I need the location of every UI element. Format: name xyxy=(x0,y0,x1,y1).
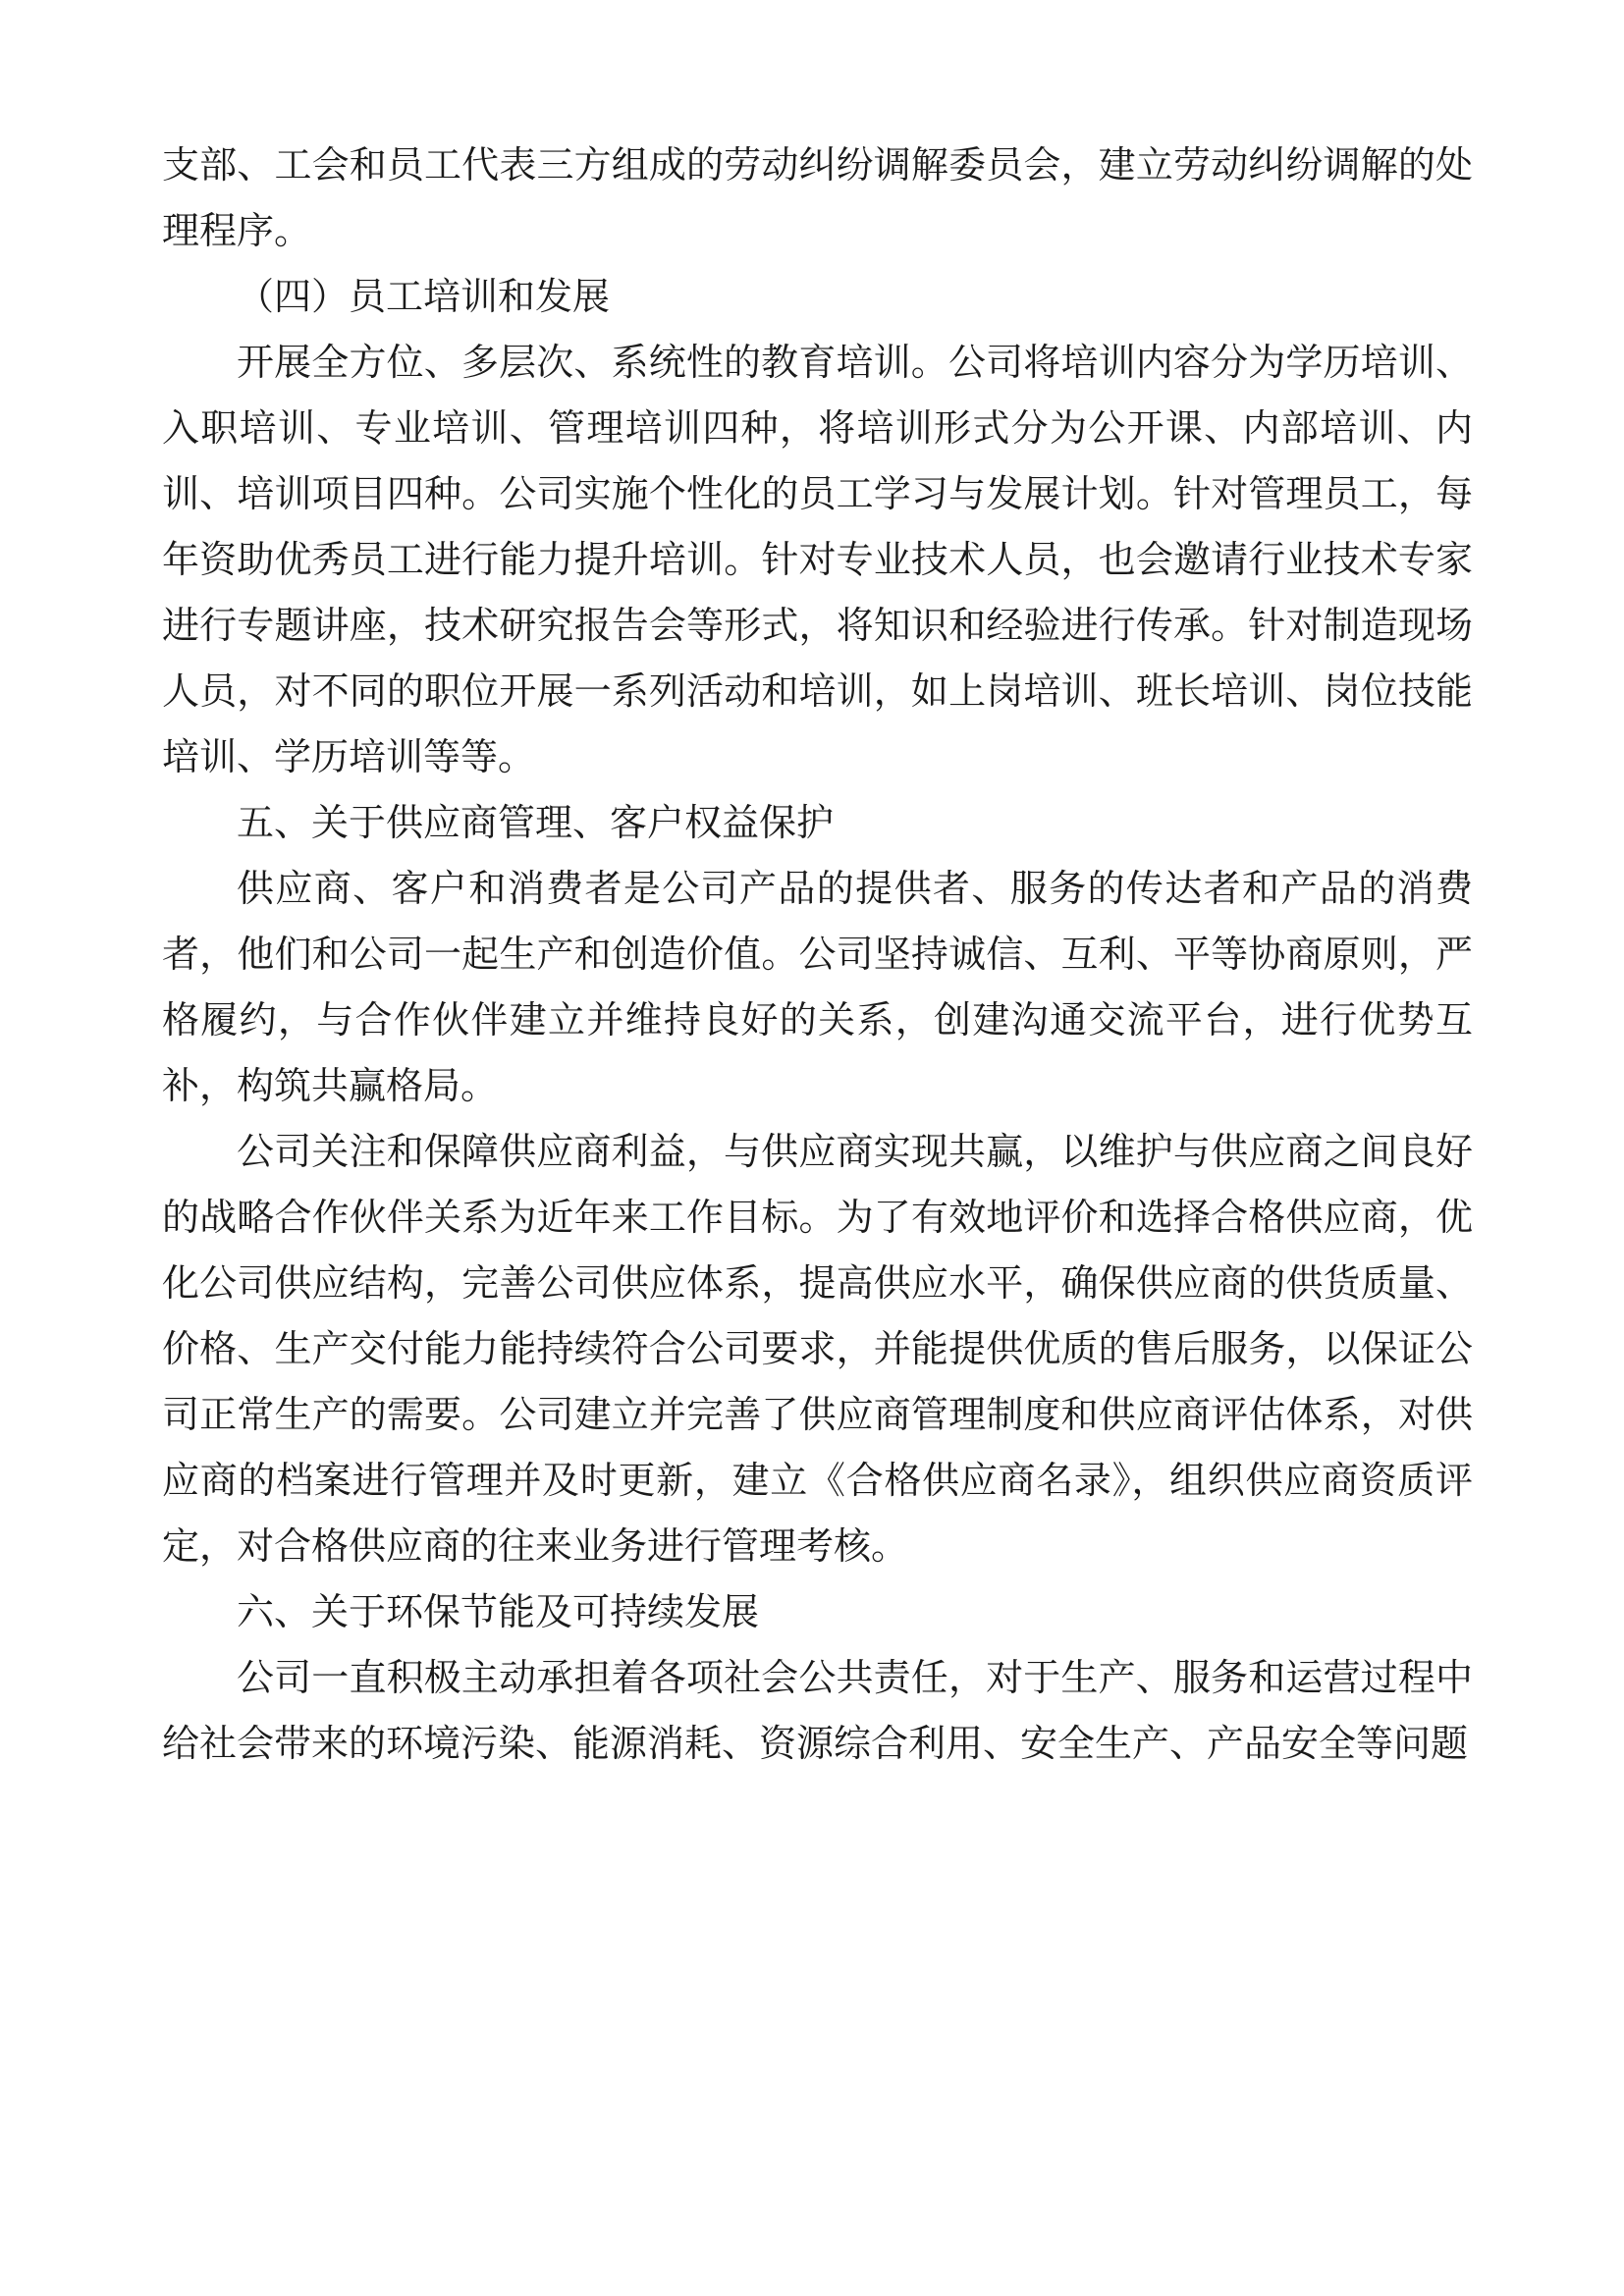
section-heading-environment: 六、关于环保节能及可持续发展 xyxy=(237,1590,760,1633)
paragraph-training: 开展全方位、多层次、系统性的教育培训。公司将培训内容分为学历培训、入职培训、专业培训、管理培训四种，将培训形式分为公开课、内部培训、内训、培训项目四种。公司实施个性化的员工学习与发展计划。针对管理员工，每年资助优秀员工进行能力提升培训。针对专业技术人员，也会邀请行业技术专家进行专题讲座，技术研究报告会等形式，将知识和经验进行传承。针对制造现场人员，对不同的职位开展一系列活动和培训，如上岗培训、班长培训、岗位技能培训、学历培训等等。 xyxy=(162,341,1473,778)
document-body xyxy=(162,133,1473,1777)
paragraph-supplier-management: 公司关注和保障供应商利益，与供应商实现共赢，以维护与供应商之间良好的战略合作伙伴关系为近年来工作目标。为了有效地评价和选择合格供应商，优化公司供应结构，完善公司供应体系，提高供应水平，确保供应商的供货质量、价格、生产交付能力能持续符合公司要求，并能提供优质的售后服务，以保证公司正常生产的需要。公司建立并完善了供应商管理制度和供应商评估体系，对供应商的档案进行管理并及时更新，建立《合格供应商名录》，组织供应商资质评定，对合格供应商的往来业务进行管理考核。 xyxy=(162,1130,1473,1568)
section-heading-training: （四）员工培训和发展 xyxy=(237,275,611,318)
paragraph-suppliers-customers: 供应商、客户和消费者是公司产品的提供者、服务的传达者和产品的消费者，他们和公司一起生产和创造价值。公司坚持诚信、互利、平等协商原则，严格履约，与合作伙伴建立并维持良好的关系，创建沟通交流平台，进行优势互补，构筑共赢格局。 xyxy=(162,867,1473,1107)
section-heading-suppliers: 五、关于供应商管理、客户权益保护 xyxy=(237,801,835,844)
paragraph-environment: 公司一直积极主动承担着各项社会公共责任，对于生产、服务和运营过程中给社会带来的环境污染、能源消耗、资源综合利用、安全生产、产品安全等问题 xyxy=(162,1656,1473,1765)
paragraph-labor-dispute-continued: 支部、工会和员工代表三方组成的劳动纠纷调解委员会，建立劳动纠纷调解的处理程序。 xyxy=(162,143,1473,252)
